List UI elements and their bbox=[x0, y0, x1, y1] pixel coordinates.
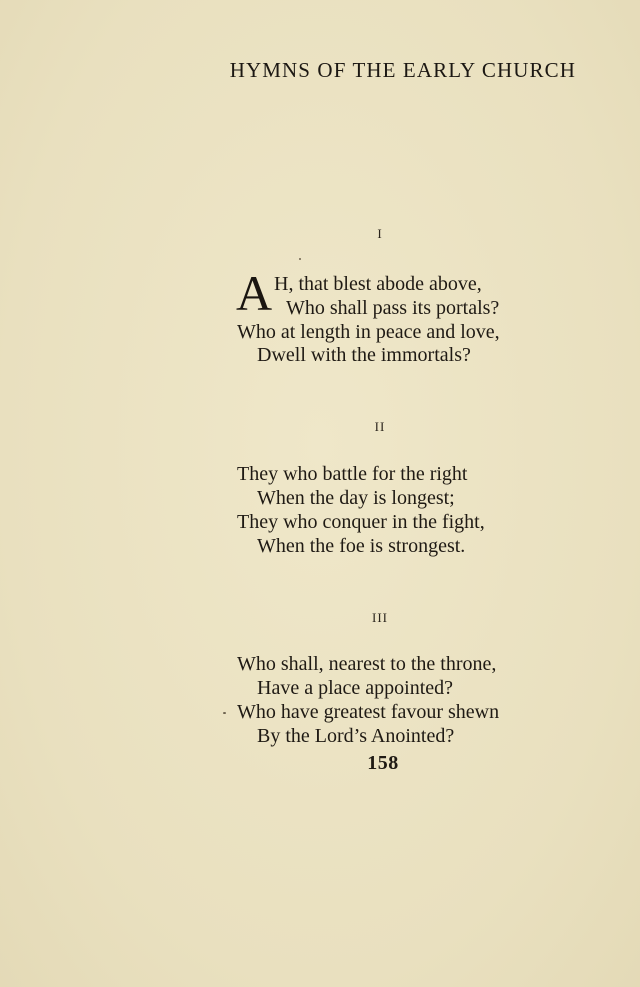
stanza-2-line-4: When the foe is strongest. bbox=[257, 535, 466, 557]
stanza-3-line-3: Who have greatest favour shewn bbox=[237, 701, 500, 723]
drop-cap: A bbox=[236, 265, 273, 321]
stanza-1-line-4: Dwell with the immortals? bbox=[257, 344, 471, 366]
paper-speck bbox=[223, 712, 226, 714]
stanza-numeral-1: I bbox=[377, 226, 383, 241]
stanza-2-line-1: They who battle for the right bbox=[237, 463, 468, 485]
running-head: HYMNS OF THE EARLY CHURCH bbox=[229, 58, 576, 82]
stanza-1-line-1: H, that blest abode above, bbox=[274, 273, 482, 295]
stanza-2-line-2: When the day is longest; bbox=[257, 487, 455, 509]
page-number: 158 bbox=[367, 752, 399, 774]
stanza-numeral-2: II bbox=[374, 419, 386, 434]
stanza-3-line-4: By the Lord’s Anointed? bbox=[257, 725, 455, 747]
stanza-1-line-2: Who shall pass its portals? bbox=[286, 297, 500, 319]
paper-speck bbox=[299, 258, 301, 260]
stanza-numeral-3: III bbox=[372, 610, 388, 625]
stanza-2-line-3: They who conquer in the fight, bbox=[237, 511, 485, 533]
stanza-1-line-3: Who at length in peace and love, bbox=[237, 321, 500, 343]
stanza-3-line-1: Who shall, nearest to the throne, bbox=[237, 653, 497, 675]
stanza-3-line-2: Have a place appointed? bbox=[257, 677, 454, 699]
